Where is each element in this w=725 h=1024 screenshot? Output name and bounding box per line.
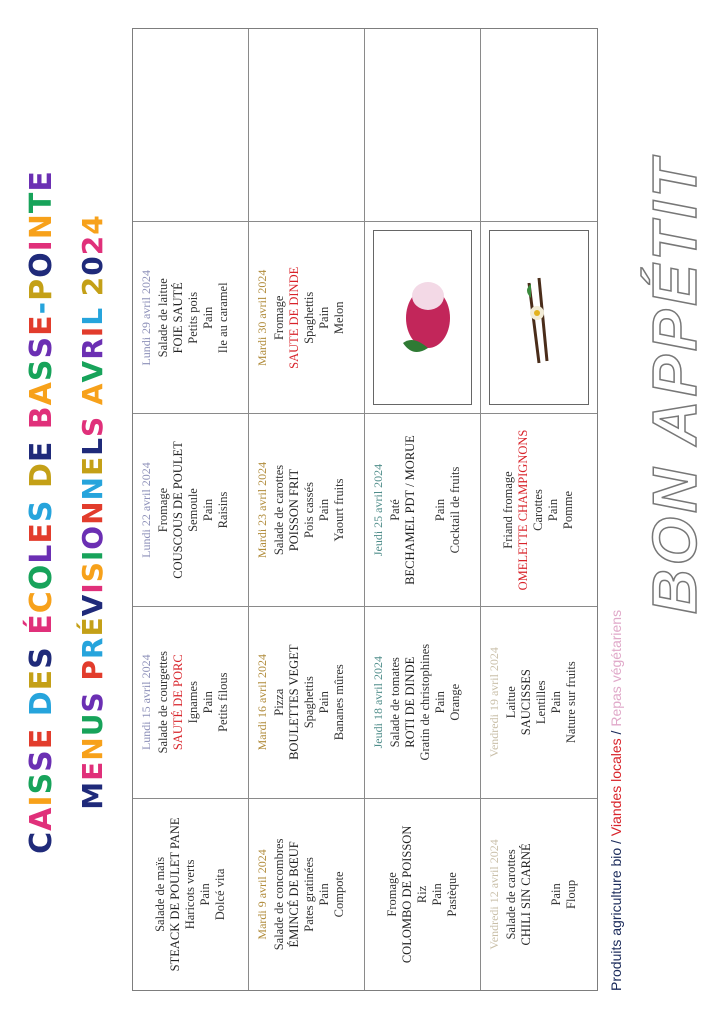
title-letter bbox=[24, 488, 59, 499]
menu-item: Friand fromage bbox=[501, 471, 515, 549]
title-letter: B bbox=[24, 405, 59, 430]
main-dish: COUSCOUS DE POULET bbox=[171, 441, 185, 579]
title-letter: S bbox=[24, 335, 59, 359]
title-letter: D bbox=[24, 462, 59, 489]
menu-item: Pain bbox=[317, 883, 331, 906]
title-letter: S bbox=[24, 646, 59, 669]
menu-item: Pain bbox=[317, 306, 331, 329]
menu-item: Pain bbox=[430, 883, 444, 906]
main-dish: FOIE SAUTÉ bbox=[171, 282, 185, 354]
day-date: Vendredi 19 avril 2024 bbox=[487, 647, 501, 758]
title-letter: 2 bbox=[76, 275, 109, 297]
menu-day bbox=[365, 606, 481, 798]
main-dish: SAUTE DE DINDE bbox=[287, 266, 301, 369]
title-letter bbox=[76, 405, 109, 416]
day-date: Mardi 9 avril 2024 bbox=[255, 849, 269, 940]
vanilla-illustration bbox=[481, 221, 597, 413]
menu-item: Pain bbox=[198, 883, 212, 906]
title-letter: N bbox=[76, 500, 109, 525]
title-letter: É bbox=[24, 613, 59, 635]
day-date: Jeudi 25 avril 2024 bbox=[371, 463, 385, 557]
menu-item: Petits pois bbox=[186, 291, 200, 344]
menu-grid bbox=[132, 28, 598, 991]
title-letter: S bbox=[24, 771, 59, 795]
title-letter: 2 bbox=[76, 234, 109, 256]
title-letter: V bbox=[76, 359, 109, 383]
menu-item: Cocktail de fruits bbox=[448, 466, 462, 554]
title-letter: E bbox=[24, 727, 59, 750]
title-letter: E bbox=[24, 668, 59, 691]
menu-day bbox=[481, 413, 597, 605]
menu-item: Fromage bbox=[156, 487, 170, 533]
main-dish: BECHAMEL PDT / MORUE bbox=[403, 435, 417, 585]
menu-item: Salade de laitue bbox=[156, 278, 170, 358]
title-letter: C bbox=[24, 590, 59, 614]
title-letter: É bbox=[76, 616, 109, 637]
menu-item: Laitue bbox=[504, 686, 518, 719]
title-letter: E bbox=[76, 455, 109, 477]
menu-item: Salade de courgettes bbox=[156, 650, 170, 754]
title-letter: S bbox=[24, 749, 59, 772]
legend-bio: Produits agriculture bio bbox=[608, 847, 624, 991]
title-letter: N bbox=[76, 736, 109, 761]
day-date: Mardi 16 avril 2024 bbox=[255, 654, 269, 751]
menu-item: Dolcé vita bbox=[213, 868, 227, 921]
menu-item: Petits filous bbox=[216, 672, 230, 732]
day-date: Vendredi 12 avril 2024 bbox=[487, 839, 501, 950]
title-letter: N bbox=[76, 476, 109, 501]
title-letter: E bbox=[76, 760, 109, 781]
title-letter: 4 bbox=[76, 214, 109, 235]
title-letter: T bbox=[24, 191, 59, 214]
title-letter: M bbox=[76, 780, 109, 810]
main-dish: STEACK DE POULET PANE bbox=[168, 817, 182, 972]
legend bbox=[608, 610, 624, 991]
illustration-frame bbox=[489, 230, 589, 405]
title-letter: A bbox=[76, 382, 109, 406]
title-letter: I bbox=[76, 582, 109, 594]
title-letter bbox=[76, 681, 109, 692]
title-letter: E bbox=[24, 170, 59, 192]
menu-item: Pastèque bbox=[445, 872, 459, 917]
title-letter: S bbox=[24, 499, 59, 523]
title-letter: E bbox=[24, 314, 59, 336]
menu-item: Pain bbox=[201, 306, 215, 329]
menu-item: Gratin de christophines bbox=[418, 643, 432, 761]
title-letter: S bbox=[76, 415, 109, 438]
menu-item: Pain bbox=[433, 498, 447, 522]
menu-item: Pain bbox=[201, 691, 215, 714]
title-letter: R bbox=[76, 337, 109, 360]
menu-item: Pain bbox=[549, 691, 563, 714]
menu-item: Floup bbox=[564, 879, 578, 909]
menu-day bbox=[249, 413, 365, 605]
menu-item: Bananes mûres bbox=[332, 664, 346, 741]
menu-day bbox=[249, 798, 365, 990]
title-letter bbox=[24, 716, 59, 727]
menu-day bbox=[133, 413, 249, 605]
menu-item: Pomme bbox=[561, 490, 575, 530]
day-date: Lundi 22 avril 2024 bbox=[139, 462, 153, 558]
menu-item: Pain bbox=[546, 498, 560, 522]
main-dish: SAUTÉ DE PORC bbox=[171, 654, 185, 751]
bon-appetit-banner: BON APPÉTIT bbox=[641, 155, 710, 614]
menu-item: Orange bbox=[448, 683, 462, 721]
menu-item: Pates gratinées bbox=[302, 857, 316, 932]
vanilla-icon bbox=[509, 263, 569, 373]
menu-item: Salade de tomates bbox=[388, 657, 402, 748]
title-letter: S bbox=[76, 691, 109, 713]
menu-item: Spaghettis bbox=[302, 291, 316, 344]
main-dish: COLOMBO DE POISSON bbox=[400, 825, 414, 964]
day-date: Lundi 15 avril 2024 bbox=[139, 654, 153, 751]
day-date: Mardi 23 avril 2024 bbox=[255, 461, 269, 559]
menu-day bbox=[365, 413, 481, 605]
title-letter: L bbox=[76, 306, 109, 326]
menu-item bbox=[534, 799, 549, 990]
legend-local: Viandes locales bbox=[608, 738, 624, 837]
title-letter: I bbox=[76, 549, 109, 562]
title-letter: P bbox=[76, 659, 109, 681]
menu-item: Fromage bbox=[272, 295, 286, 341]
title-letter: O bbox=[24, 251, 59, 278]
lychee-icon bbox=[388, 268, 458, 368]
menu-item: Salade de carottes bbox=[504, 849, 518, 940]
menu-item: Pois cassés bbox=[302, 482, 316, 538]
title-letter: V bbox=[76, 593, 109, 617]
illustration-frame bbox=[373, 230, 472, 405]
menu-item: Compote bbox=[332, 871, 346, 918]
menu-item: Paté bbox=[388, 499, 402, 521]
title-letter bbox=[24, 635, 59, 646]
title-letter: E bbox=[24, 440, 59, 463]
title-letter: I bbox=[24, 794, 59, 807]
menu-item: Fromage bbox=[385, 872, 399, 917]
title-letter: N bbox=[24, 213, 59, 240]
title-letter: - bbox=[24, 300, 59, 315]
menu-day bbox=[249, 221, 365, 413]
title-letter: O bbox=[24, 563, 59, 591]
main-dish: POISSON FRIT bbox=[287, 468, 301, 552]
title-letter: D bbox=[24, 690, 59, 717]
menu-item: Salade de carottes bbox=[272, 464, 286, 556]
menu-item: Salade de concombres bbox=[272, 838, 286, 951]
title-letter: S bbox=[24, 358, 59, 382]
title-letter bbox=[76, 296, 109, 307]
menu-item: Pain bbox=[549, 883, 563, 906]
menu-item: Carottes bbox=[531, 489, 545, 531]
title-letter: R bbox=[76, 636, 109, 660]
menu-day bbox=[249, 606, 365, 798]
title-letter: O bbox=[76, 524, 109, 550]
menu-item: Yaourt fruits bbox=[332, 478, 346, 542]
title-letter: A bbox=[24, 381, 59, 406]
title-letter: I bbox=[76, 325, 109, 338]
menu-item: Ignames bbox=[186, 681, 200, 724]
legend-sep: / bbox=[608, 836, 624, 848]
menu-item: Ile au caramel bbox=[216, 282, 230, 354]
menu-item: Nature sur fruits bbox=[564, 661, 578, 744]
fruit-illustration bbox=[365, 221, 481, 413]
title-letter: C bbox=[24, 830, 59, 854]
title-letter: S bbox=[76, 561, 109, 583]
title-letter: 0 bbox=[76, 255, 109, 276]
menu-day bbox=[133, 606, 249, 798]
menu-item: Salade de maïs bbox=[153, 856, 167, 932]
menu-day bbox=[365, 798, 481, 990]
menu-item: Pain bbox=[433, 691, 447, 714]
menu-item: Haricots verts bbox=[183, 859, 197, 930]
title-letter: A bbox=[24, 806, 59, 831]
menu-day bbox=[133, 798, 249, 990]
menu-day bbox=[481, 606, 597, 798]
menu-item: Pain bbox=[317, 691, 331, 714]
menu-item: Semoule bbox=[186, 488, 200, 532]
legend-veg: Repas végétariens bbox=[608, 609, 624, 727]
main-dish: SAUCISSES bbox=[519, 669, 533, 736]
title-letter: L bbox=[24, 543, 59, 564]
day-date: Jeudi 18 avril 2024 bbox=[371, 656, 385, 749]
title-line2 bbox=[76, 0, 109, 1024]
title-line1 bbox=[24, 0, 59, 1024]
menu-item: Pain bbox=[201, 498, 215, 522]
day-date: Lundi 29 avril 2024 bbox=[139, 269, 153, 366]
menu-item: Pain bbox=[317, 498, 331, 522]
menu-item: Riz bbox=[415, 885, 429, 904]
main-dish: BOULETTES VEGET bbox=[287, 644, 301, 760]
menu-item: Raisins bbox=[216, 491, 230, 529]
menu-day bbox=[481, 798, 597, 990]
menu-item: Pizza bbox=[272, 688, 286, 716]
main-dish: OMELETTE CHAMPIGNONS bbox=[516, 429, 530, 591]
menu-item: Spaghettis bbox=[302, 676, 316, 729]
menu-item bbox=[418, 414, 433, 605]
menu-item: Lentilles bbox=[534, 680, 548, 725]
title-letter: L bbox=[76, 437, 109, 456]
main-dish: ÉMINCÉ DE BŒUF bbox=[287, 841, 301, 948]
menu-day bbox=[133, 221, 249, 413]
menu-item: Melon bbox=[332, 301, 346, 335]
legend-sep2: / bbox=[608, 726, 624, 739]
title-letter: E bbox=[24, 522, 59, 544]
main-dish: ROTI DE DINDE bbox=[403, 656, 417, 748]
title-letter: U bbox=[76, 712, 109, 737]
title-letter bbox=[24, 429, 59, 440]
main-dish: CHILI SIN CARNÉ bbox=[519, 843, 533, 946]
title-letter: P bbox=[24, 277, 59, 301]
day-date: Mardi 30 avril 2024 bbox=[255, 269, 269, 366]
title-letter: I bbox=[24, 239, 59, 252]
